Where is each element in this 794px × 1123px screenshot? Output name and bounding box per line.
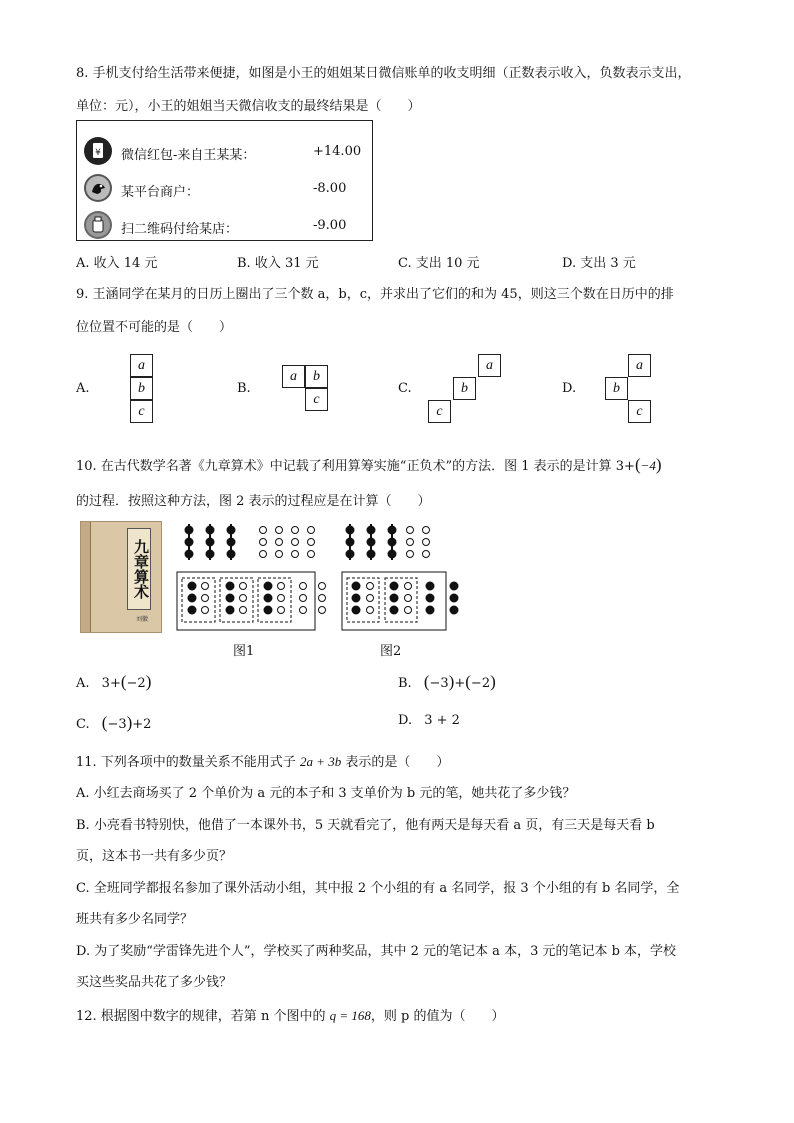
q11-option-c-line2[interactable]: 班共有多少名同学？ bbox=[76, 912, 194, 927]
q10-paren-close: ) bbox=[145, 672, 152, 691]
figure-1-caption: 图1 bbox=[233, 644, 255, 659]
q12-stem-tail: ，则 p 的值为（ ） bbox=[370, 1009, 505, 1024]
q10-option-d[interactable] bbox=[398, 713, 460, 728]
bag-icon bbox=[84, 211, 112, 239]
q9-stem-line1: 9. 王涵同学在某月的日历上圈出了三个数 a，b，c，并求出了它们的和为 45，则这三个数在日历中的排 bbox=[76, 287, 674, 302]
q10-paren-close: ) bbox=[126, 713, 133, 732]
q11-stem-tail: 表示的是（ ） bbox=[341, 755, 450, 770]
cell-b: b bbox=[453, 377, 476, 400]
q11-option-b-line1[interactable]: B. 小亮看书特别快，他借了一本课外书，5 天就看完了，他有两天是每天看 a 页，有三天是每天看 b bbox=[76, 818, 655, 833]
q10-option-c-term1: −3 bbox=[107, 717, 127, 732]
cell-c: c bbox=[305, 388, 328, 411]
q10-stem-line2: 的过程．按照这种方法，图 2 表示的过程应是在计算（ ） bbox=[76, 494, 431, 509]
bill-row-merchant bbox=[77, 171, 372, 207]
q10-option-a-label: A. bbox=[76, 676, 90, 691]
q10-option-b[interactable] bbox=[398, 672, 496, 692]
q10-option-a[interactable] bbox=[76, 672, 151, 692]
book-subtitle: 刘徽 bbox=[136, 616, 149, 623]
q11-option-d-line1[interactable]: D. 为了奖励“学雷锋先进个人”，学校买了两种奖品，其中 2 元的笔记本 a 本，3 元的笔记本 b 本，学校 bbox=[76, 944, 677, 959]
bill-amount: -9.00 bbox=[313, 218, 347, 233]
q10-option-d-label: D. bbox=[398, 713, 413, 728]
cell-a: a bbox=[282, 365, 305, 388]
q8-stem-line2: 单位：元），小王的姐姐当天微信收支的最终结果是（ ） bbox=[76, 99, 421, 114]
cell-c: c bbox=[628, 400, 651, 423]
bill-name: 微信红包-来自王某某： bbox=[121, 148, 256, 163]
book-cover-image bbox=[80, 521, 162, 633]
q8-stem-line1: 8. 手机支付给生活带来便捷，如图是小王的姐姐某日微信账单的收支明细（正数表示收入，负数表示支出， bbox=[76, 66, 691, 81]
figure-2-caption: 图2 bbox=[380, 644, 402, 659]
q10-paren-close: ) bbox=[490, 672, 496, 691]
bill-name: 扫二维码付给某店： bbox=[121, 222, 239, 237]
q11-option-d-line2[interactable]: 买这些奖品共花了多少钱？ bbox=[76, 975, 233, 990]
q11-stem bbox=[76, 751, 449, 770]
q10-paren-open: ( bbox=[423, 672, 430, 691]
q11-option-c-line1[interactable]: C. 全班同学都报名参加了课外活动小组，其中报 2 个小组的有 a 名同学，报 3 个小组的有 b 名同学，全 bbox=[76, 881, 680, 896]
q10-paren-open: ( bbox=[120, 672, 127, 691]
q8-option-c[interactable]: C. 支出 10 元 bbox=[398, 256, 480, 271]
q11-stem-text: 11. 下列各项中的数量关系不能用式子 bbox=[76, 755, 300, 770]
q8-option-b[interactable]: B. 收入 31 元 bbox=[237, 256, 319, 271]
q10-paren-open: ( bbox=[634, 455, 641, 474]
q10-paren-close: ) bbox=[448, 672, 455, 691]
q10-stem-math: −4 bbox=[640, 458, 656, 473]
cell-b: b bbox=[605, 377, 628, 400]
q10-stem-text: 10. 在古代数学名著《九章算术》中记载了利用算筹实施“正负术”的方法．图 1 表示的是计算 3+ bbox=[76, 459, 635, 474]
q10-option-b-label: B. bbox=[398, 676, 412, 691]
bill-row-qr-payment bbox=[77, 208, 372, 244]
figure-2-counting-rods bbox=[340, 520, 470, 632]
q10-option-b-term2: −2 bbox=[470, 676, 491, 691]
q11-stem-math: 2a + 3b bbox=[299, 754, 342, 769]
q8-option-d[interactable]: D. 支出 3 元 bbox=[562, 256, 636, 271]
cell-c: c bbox=[428, 400, 451, 423]
q10-option-a-math: 3+ bbox=[101, 676, 121, 691]
q9-stem-line2: 位位置不可能的是（ ） bbox=[76, 320, 233, 335]
q11-option-a[interactable]: A. 小红去商场买了 2 个单价为 a 元的本子和 3 支单价为 b 元的笔，她共花了多少钱？ bbox=[76, 786, 576, 801]
cell-b: b bbox=[130, 377, 153, 400]
q9-option-a-label[interactable]: A. bbox=[76, 381, 90, 396]
cell-a: a bbox=[130, 354, 153, 377]
merchant-bird-icon bbox=[84, 174, 112, 202]
figure-1-counting-rods bbox=[175, 520, 335, 632]
q10-option-a-neg: −2 bbox=[126, 676, 146, 691]
bill-amount: +14.00 bbox=[313, 144, 362, 159]
q9-option-c-label[interactable]: C. bbox=[398, 381, 412, 396]
q10-paren-close: ) bbox=[655, 455, 662, 474]
q10-option-b-term1: −3 bbox=[429, 676, 449, 691]
book-title: 九章算术 bbox=[127, 528, 151, 610]
q12-stem bbox=[76, 1005, 504, 1024]
q9-option-d-label[interactable]: D. bbox=[562, 381, 577, 396]
q11-option-b-line2[interactable]: 页，这本书一共有多少页？ bbox=[76, 849, 233, 864]
q12-stem-math: q = 168 bbox=[329, 1008, 371, 1023]
q10-option-b-plus: + bbox=[454, 676, 466, 691]
q12-stem-text: 12. 根据图中数字的规律，若第 n 个图中的 bbox=[76, 1009, 330, 1024]
q10-option-c-term2: +2 bbox=[132, 717, 152, 732]
cell-a: a bbox=[478, 354, 501, 377]
q10-paren-open: ( bbox=[465, 672, 471, 691]
q8-option-a[interactable]: A. 收入 14 元 bbox=[76, 256, 158, 271]
cell-a: a bbox=[628, 354, 651, 377]
q10-option-c-label: C. bbox=[76, 717, 90, 732]
wechat-bill-figure bbox=[76, 120, 373, 241]
svg-text:¥: ¥ bbox=[95, 148, 101, 158]
q10-stem-line1 bbox=[76, 455, 662, 475]
wallet-yen-icon bbox=[84, 137, 112, 165]
q10-option-c[interactable] bbox=[76, 713, 151, 733]
bill-name: 某平台商户： bbox=[121, 185, 200, 200]
bill-amount: -8.00 bbox=[313, 181, 347, 196]
cell-c: c bbox=[130, 400, 153, 423]
cell-b: b bbox=[305, 365, 328, 388]
q9-option-b-label[interactable]: B. bbox=[237, 381, 251, 396]
q10-paren-open: ( bbox=[101, 713, 108, 732]
bill-row-red-packet bbox=[77, 134, 372, 170]
q10-option-d-math: 3 + 2 bbox=[424, 713, 460, 728]
book-spine bbox=[81, 522, 91, 632]
